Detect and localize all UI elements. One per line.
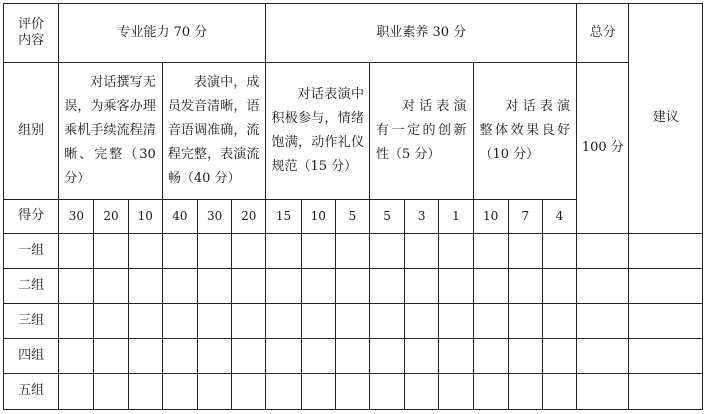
blank-cell[interactable] [508, 269, 542, 304]
blank-cell[interactable] [198, 269, 232, 304]
criterion-text: 对话表演中积极参与，情绪饱满，动作礼仪规范（15 分） [271, 87, 364, 174]
group-row [4, 269, 703, 304]
blank-cell[interactable] [232, 304, 266, 339]
score-point: 10 [128, 200, 162, 234]
score-point: 10 [473, 200, 508, 234]
group-label: 三组 [4, 304, 59, 339]
blank-cell[interactable] [577, 339, 629, 374]
score-point: 10 [301, 200, 335, 234]
blank-cell[interactable] [301, 269, 335, 304]
blank-cell[interactable] [232, 269, 266, 304]
blank-cell[interactable] [128, 269, 162, 304]
blank-cell[interactable] [128, 304, 162, 339]
blank-cell[interactable] [128, 339, 162, 374]
professional-ability-header: 专业能力 70 分 [59, 4, 266, 63]
blank-cell[interactable] [508, 374, 542, 410]
blank-cell[interactable] [232, 339, 266, 374]
score-point: 15 [266, 200, 301, 234]
blank-cell[interactable] [369, 374, 404, 410]
blank-cell[interactable] [473, 339, 508, 374]
eval-content-header [4, 4, 59, 63]
blank-cell[interactable] [473, 374, 508, 410]
professional-literacy-header: 职业素养 30 分 [266, 4, 577, 63]
blank-cell[interactable] [94, 269, 128, 304]
group-row [4, 304, 703, 339]
group-label: 一组 [4, 234, 59, 269]
suggestion-header: 建议 [629, 4, 703, 234]
blank-cell[interactable] [405, 374, 439, 410]
blank-cell[interactable] [577, 304, 629, 339]
blank-cell[interactable] [266, 234, 301, 269]
blank-cell[interactable] [473, 269, 508, 304]
blank-cell[interactable] [369, 304, 404, 339]
blank-cell[interactable] [629, 374, 703, 410]
blank-cell[interactable] [335, 234, 369, 269]
blank-cell[interactable] [629, 339, 703, 374]
blank-cell[interactable] [94, 339, 128, 374]
group-label: 五组 [4, 374, 59, 410]
blank-cell[interactable] [162, 234, 197, 269]
blank-cell[interactable] [473, 304, 508, 339]
criterion-cell [162, 63, 266, 200]
score-point: 30 [198, 200, 232, 234]
blank-cell[interactable] [266, 374, 301, 410]
score-point: 40 [162, 200, 197, 234]
blank-cell[interactable] [405, 234, 439, 269]
group-label: 二组 [4, 269, 59, 304]
group-row [4, 339, 703, 374]
blank-cell[interactable] [266, 269, 301, 304]
blank-cell[interactable] [94, 234, 128, 269]
blank-cell[interactable] [162, 304, 197, 339]
blank-cell[interactable] [94, 304, 128, 339]
blank-cell[interactable] [335, 304, 369, 339]
score-point: 3 [405, 200, 439, 234]
score-point: 1 [439, 200, 473, 234]
blank-cell[interactable] [439, 339, 473, 374]
blank-cell[interactable] [266, 304, 301, 339]
blank-cell[interactable] [162, 269, 197, 304]
evaluation-table [3, 3, 703, 410]
score-point: 30 [59, 200, 94, 234]
evaluation-sheet [3, 3, 703, 409]
score-point: 20 [94, 200, 128, 234]
blank-cell[interactable] [301, 234, 335, 269]
blank-cell[interactable] [629, 269, 703, 304]
blank-cell[interactable] [198, 304, 232, 339]
group-row [4, 234, 703, 269]
blank-cell[interactable] [301, 339, 335, 374]
blank-cell[interactable] [577, 374, 629, 410]
eval-content-label: 评价内容 [18, 16, 45, 48]
blank-cell[interactable] [542, 304, 576, 339]
blank-cell[interactable] [301, 304, 335, 339]
blank-cell[interactable] [508, 304, 542, 339]
blank-cell[interactable] [266, 339, 301, 374]
blank-cell[interactable] [198, 374, 232, 410]
blank-cell[interactable] [59, 339, 94, 374]
blank-cell[interactable] [369, 339, 404, 374]
blank-cell[interactable] [629, 234, 703, 269]
blank-cell[interactable] [128, 234, 162, 269]
blank-cell[interactable] [508, 339, 542, 374]
blank-cell[interactable] [405, 304, 439, 339]
criterion-text: 对话表演整体效果良好（10 分） [479, 99, 571, 162]
blank-cell[interactable] [542, 234, 576, 269]
blank-cell[interactable] [629, 304, 703, 339]
group-row [4, 374, 703, 410]
criterion-text: 表演中，成员发音清晰，语音语调准确，流程完整，表演流畅（40 分） [167, 75, 260, 186]
blank-cell[interactable] [335, 374, 369, 410]
blank-cell[interactable] [577, 269, 629, 304]
score-point: 7 [508, 200, 542, 234]
blank-cell[interactable] [335, 339, 369, 374]
blank-cell[interactable] [162, 339, 197, 374]
blank-cell[interactable] [369, 234, 404, 269]
blank-cell[interactable] [232, 374, 266, 410]
blank-cell[interactable] [335, 269, 369, 304]
score-point: 5 [369, 200, 404, 234]
blank-cell[interactable] [128, 374, 162, 410]
blank-cell[interactable] [439, 234, 473, 269]
criterion-text: 对话表演有一定的创新性（5 分） [375, 99, 467, 162]
criterion-cell [59, 63, 163, 200]
blank-cell[interactable] [232, 234, 266, 269]
blank-cell[interactable] [577, 234, 629, 269]
score-label: 得分 [4, 200, 59, 234]
header-row [4, 4, 703, 63]
blank-cell[interactable] [405, 339, 439, 374]
criterion-cell [266, 63, 370, 200]
group-header: 组别 [4, 63, 59, 200]
blank-cell[interactable] [59, 304, 94, 339]
blank-cell[interactable] [59, 234, 94, 269]
blank-cell[interactable] [473, 234, 508, 269]
blank-cell[interactable] [301, 374, 335, 410]
criterion-cell [473, 63, 577, 200]
blank-cell[interactable] [542, 374, 576, 410]
criterion-cell [369, 63, 473, 200]
score-point: 20 [232, 200, 266, 234]
criterion-text: 对话撰写无误，为乘客办理乘机手续流程清晰、完整（30 分） [64, 75, 156, 186]
blank-cell[interactable] [162, 374, 197, 410]
blank-cell[interactable] [508, 234, 542, 269]
blank-cell[interactable] [542, 339, 576, 374]
criteria-row [4, 63, 703, 200]
score-point: 5 [335, 200, 369, 234]
total-score-cell: 100 分 [577, 63, 629, 234]
blank-cell[interactable] [439, 374, 473, 410]
blank-cell[interactable] [94, 374, 128, 410]
blank-cell[interactable] [59, 374, 94, 410]
blank-cell[interactable] [198, 234, 232, 269]
blank-cell[interactable] [198, 339, 232, 374]
blank-cell[interactable] [369, 269, 404, 304]
group-label: 四组 [4, 339, 59, 374]
blank-cell[interactable] [59, 269, 94, 304]
blank-cell[interactable] [439, 304, 473, 339]
total-header: 总分 [577, 4, 629, 63]
blank-cell[interactable] [405, 269, 439, 304]
blank-cell[interactable] [439, 269, 473, 304]
score-point: 4 [542, 200, 576, 234]
blank-cell[interactable] [542, 269, 576, 304]
